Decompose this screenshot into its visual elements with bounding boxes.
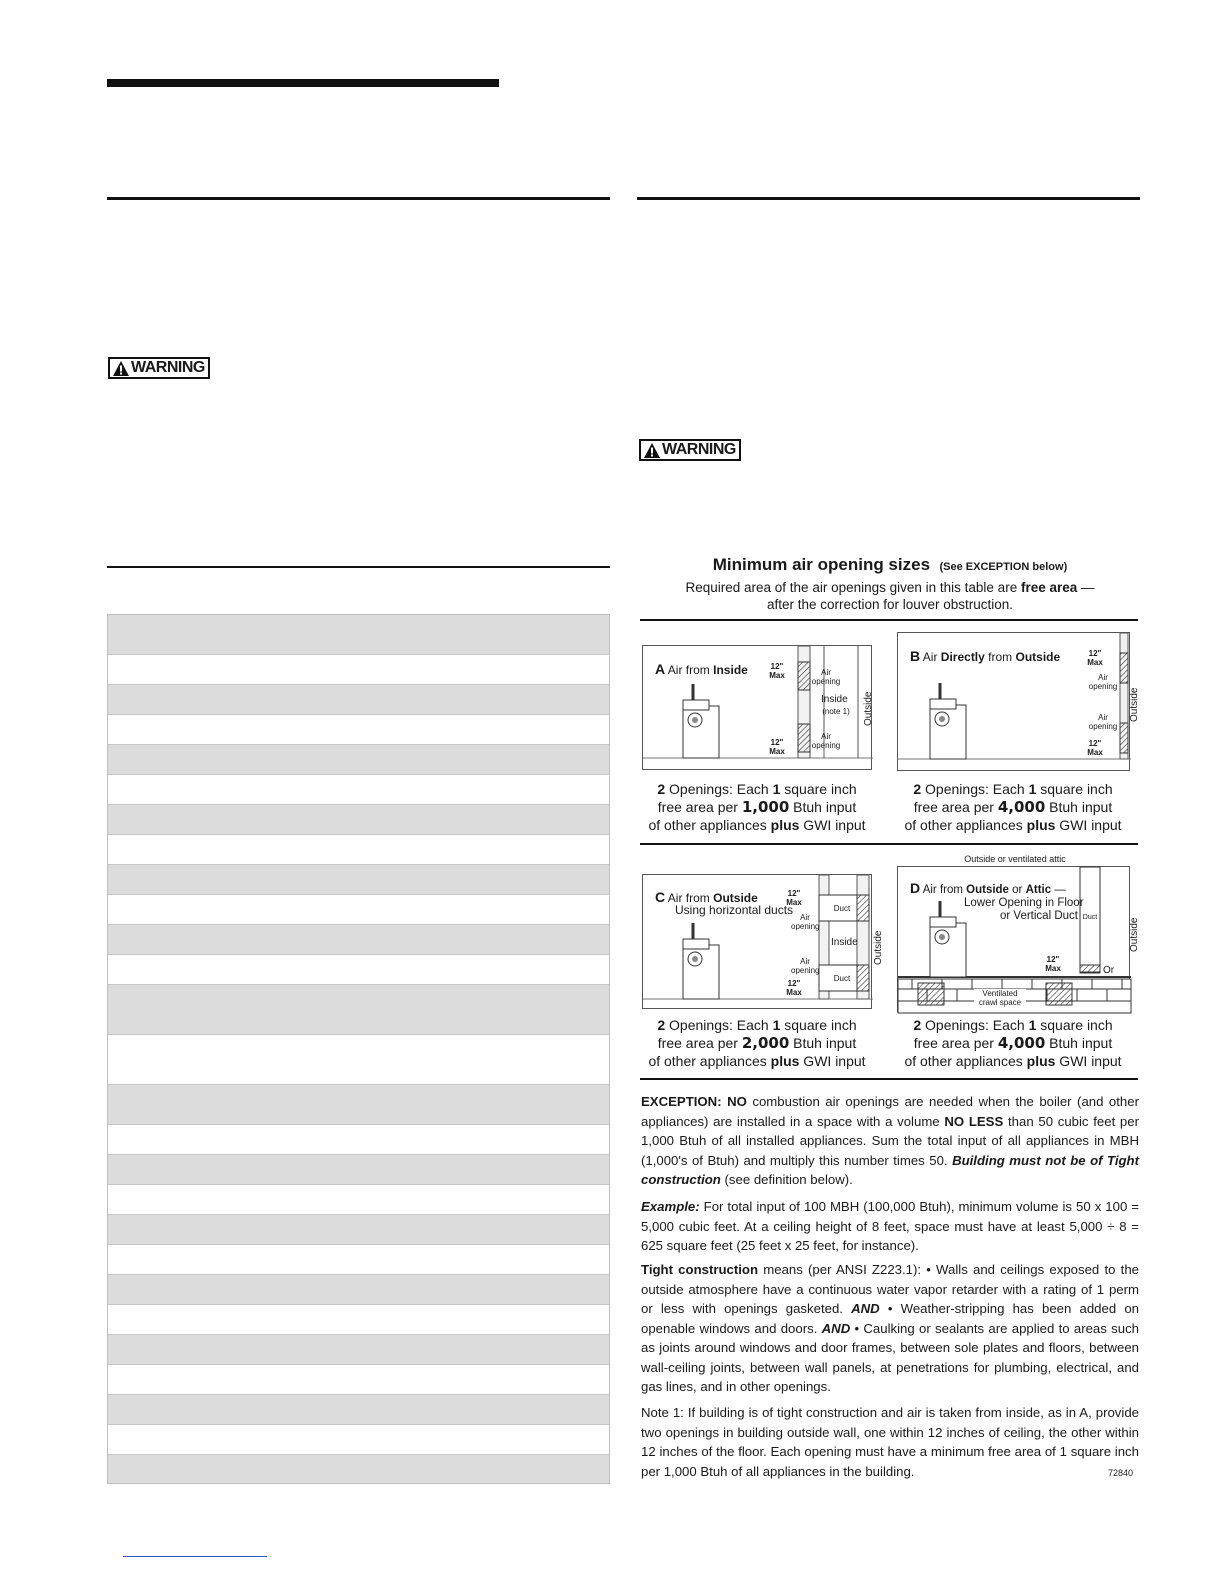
panel-d-caption [893, 1016, 1133, 1070]
section-title-bar [107, 79, 499, 87]
panel-d-heading [910, 882, 1084, 923]
example-lead: Example: [641, 1199, 700, 1214]
panel-c-heading-line2: Using horizontal ducts [675, 903, 794, 917]
caption-text: Openings: Each [665, 1017, 773, 1033]
table-row [108, 895, 609, 925]
table-row [108, 685, 609, 715]
panel-c-heading-bold: Outside [713, 891, 758, 905]
caption-bold: 1 [772, 781, 781, 797]
caption-text: square inch [780, 781, 857, 797]
figure-bottom-rule [640, 1078, 1138, 1080]
exception-paragraph [641, 1092, 1139, 1190]
caption-text: Openings: Each [921, 1017, 1029, 1033]
caption-text: Btuh input [1045, 799, 1113, 815]
table-row [108, 1455, 609, 1483]
example-text: For total input of 100 MBH (100,000 Btuh), minimum volume is 50 x 100 = 5,000 cubic feet. At a ceiling height of 8 feet, space must have at least 5,000 ÷ 8 = 625 square feet (25 feet x 25 feet, for instance). [641, 1199, 1139, 1253]
caption-count: 2 [657, 781, 666, 797]
exception-text: combustion air openings are needed when the boiler (and other appliances) are installed in a space with a volume [641, 1094, 1139, 1129]
warning-label: WARNING [131, 359, 205, 376]
table-row [108, 745, 609, 775]
panel-c-outside: Outside [873, 930, 884, 965]
panel-a-top-max: 12" Max [769, 662, 785, 680]
table-row [108, 775, 609, 805]
panel-c-heading-pre: Air from [667, 891, 714, 905]
table-row [108, 865, 609, 895]
tight-lead: Tight construction [641, 1262, 759, 1277]
min-air-subtitle [640, 579, 1140, 613]
caption-text: GWI input [1055, 1053, 1122, 1069]
panel-d-outside: Outside [1129, 917, 1140, 952]
caption-text: of other appliances [904, 1053, 1027, 1069]
right-column-rule [637, 197, 1140, 200]
caption-text: Btuh input [789, 1035, 857, 1051]
min-air-title-note: (See EXCEPTION below) [939, 561, 1068, 573]
left-column-rule [107, 197, 610, 200]
caption-bold: plus [1026, 817, 1056, 833]
footer-link-line[interactable] [123, 1556, 267, 1557]
table-row [108, 1365, 609, 1395]
exception-lead: EXCEPTION: NO [641, 1094, 747, 1109]
panel-a-bottom-max: 12" Max [769, 738, 785, 756]
caption-value: 2,000 [741, 1034, 790, 1052]
table-row [108, 655, 609, 685]
exception-text: (see definition below). [720, 1172, 853, 1187]
panel-c-inside: Inside [831, 937, 858, 948]
table-row [108, 1085, 609, 1125]
caption-bold: plus [1026, 1053, 1056, 1069]
tight-text: • Weather-stripping has been added on openable windows and doors. [641, 1301, 1139, 1336]
table-row [108, 615, 609, 655]
panel-d-attic-label: Outside or ventilated attic [964, 854, 1066, 864]
caption-text: of other appliances [648, 817, 771, 833]
table-row [108, 1335, 609, 1365]
panel-c-duct-top: Duct [833, 904, 851, 913]
subtitle-dash: — [1077, 580, 1095, 595]
panel-c-caption [637, 1016, 877, 1070]
table-row [108, 1425, 609, 1455]
caption-text: Btuh input [789, 799, 857, 815]
diagram-panel-b [897, 632, 1130, 771]
tight-construction-paragraph [641, 1260, 1139, 1397]
exception-emphasis: Building must not be of Tight construction [641, 1152, 1139, 1187]
panel-b-bottom-max: 12" Max [1087, 739, 1103, 757]
specification-table [107, 614, 610, 1484]
table-row [108, 1035, 609, 1085]
panel-c-duct-bottom: Duct [833, 974, 851, 983]
caption-text: square inch [1036, 1017, 1113, 1033]
subtitle-text: Required area of the air openings given in this table are [685, 580, 1021, 595]
panel-b-heading-bold2: Outside [1015, 650, 1061, 664]
warning-triangle-icon [113, 361, 129, 376]
panel-a-heading-bold: Inside [713, 663, 748, 677]
caption-bold: plus [770, 1053, 800, 1069]
caption-text: of other appliances [648, 1053, 771, 1069]
caption-text: free area per [913, 799, 998, 815]
panel-d-crawl: Ventilated crawl space [974, 989, 1026, 1007]
panel-a-heading [655, 663, 748, 676]
caption-bold: 1 [1028, 1017, 1037, 1033]
caption-count: 2 [913, 1017, 922, 1033]
panel-c-heading [655, 891, 793, 916]
table-row [108, 1155, 609, 1185]
exception-text: than 50 cubic feet per 1,000 Btuh of all installed appliances. Sum the total input of all appliances in MBH (1,000's of Btuh) and multiply this number times 50. [641, 1113, 1139, 1168]
caption-bold: plus [770, 817, 800, 833]
caption-text: GWI input [799, 817, 866, 833]
tight-text: means (per ANSI Z223.1): • Walls and ceilings exposed to the outside atmosphere have a continuous water vapor retarder with a rating of 1 perm or less with openings gasketed. [641, 1262, 1139, 1316]
diagram-panel-c [642, 874, 872, 1009]
panel-d-heading-bold: Outside [966, 884, 1009, 896]
tight-text: • Caulking or sealants are applied to areas such as joints around windows and door frames, between sole plates and floors, between wall-ceiling joints, between wall panels, at penetrations for plumbing, electrical, and gas lines, and in other openings. [641, 1320, 1139, 1394]
diagram-panel-d [897, 866, 1130, 1012]
panel-a-note1: (note 1) [822, 707, 850, 716]
warning-badge-left [108, 357, 210, 379]
table-row [108, 835, 609, 865]
panel-d-or: Or [1103, 965, 1115, 976]
caption-value: 1,000 [741, 798, 790, 816]
panel-b-air-opening-top: Air opening [1088, 673, 1118, 691]
diagram-panel-a [642, 645, 872, 770]
table-row [108, 1185, 609, 1215]
panel-b-heading-mid: from [984, 650, 1016, 664]
panel-b-outside: Outside [1129, 687, 1140, 722]
panel-a-air-opening-top: Air opening [811, 668, 841, 686]
table-row [108, 925, 609, 955]
panel-d-heading-bold2: Attic [1025, 884, 1052, 896]
min-air-title [640, 555, 1140, 575]
caption-text: Btuh input [1045, 1035, 1113, 1051]
caption-text: square inch [1036, 781, 1113, 797]
panel-b-heading [910, 650, 1060, 663]
panel-d-letter: D [910, 880, 921, 896]
panel-c-air-opening-bottom: Air opening [791, 957, 820, 975]
panel-c-bottom-max: 12" Max [786, 979, 802, 997]
panel-c-air-opening-top: Air opening [791, 913, 820, 931]
table-row [108, 1395, 609, 1425]
table-row [108, 985, 609, 1035]
panel-c-letter: C [655, 889, 666, 905]
panel-b-letter: B [910, 648, 921, 664]
caption-text: free area per [657, 799, 742, 815]
table-row [108, 1275, 609, 1305]
figure-number: 72840 [1108, 1468, 1134, 1478]
panel-a-air-opening-bottom: Air opening [811, 732, 841, 750]
table-row [108, 1305, 609, 1335]
panel-d-heading-mid: or [1008, 884, 1026, 896]
caption-bold: 1 [1028, 781, 1037, 797]
panel-b-heading-pre: Air [922, 650, 941, 664]
panel-c-top-max: 12" Max [786, 889, 802, 907]
caption-text: Openings: Each [665, 781, 773, 797]
min-air-title-text: Minimum air opening sizes [712, 555, 931, 574]
panel-d-heading-line2: Lower Opening in Floor [964, 897, 1084, 909]
tight-and: AND [851, 1301, 880, 1316]
caption-text: GWI input [799, 1053, 866, 1069]
table-row [108, 1125, 609, 1155]
caption-text: GWI input [1055, 817, 1122, 833]
caption-count: 2 [657, 1017, 666, 1033]
table-row [108, 955, 609, 985]
caption-text: square inch [780, 1017, 857, 1033]
caption-count: 2 [913, 781, 922, 797]
caption-text: free area per [657, 1035, 742, 1051]
figure-mid-rule [640, 843, 1138, 845]
panel-d-heading-post: — [1051, 884, 1066, 896]
caption-text: free area per [913, 1035, 998, 1051]
subtitle-line2: after the correction for louver obstruction. [766, 597, 1014, 612]
warning-label: WARNING [662, 441, 736, 458]
warning-badge-right [639, 439, 741, 461]
table-row [108, 805, 609, 835]
table-row [108, 715, 609, 745]
panel-d-duct: Duct [1082, 914, 1098, 921]
table-heading-rule [107, 566, 610, 568]
subtitle-bold: free area [1020, 580, 1078, 595]
caption-value: 4,000 [997, 798, 1046, 816]
panel-d-heading-line3: or Vertical Duct [1000, 910, 1078, 922]
panel-a-letter: A [655, 661, 666, 677]
caption-text: of other appliances [904, 817, 1027, 833]
caption-value: 4,000 [997, 1034, 1046, 1052]
panel-a-heading-pre: Air from [667, 663, 714, 677]
panel-b-top-max: 12" Max [1087, 649, 1103, 667]
panel-b-air-opening-bottom: Air opening [1088, 713, 1118, 731]
tight-and: AND [821, 1320, 851, 1336]
caption-text: Openings: Each [921, 781, 1029, 797]
table-row [108, 1215, 609, 1245]
panel-d-max: 12" Max [1045, 955, 1061, 973]
table-row [108, 1245, 609, 1275]
panel-a-outside: Outside [863, 691, 874, 726]
panel-a-caption [637, 780, 877, 834]
panel-b-heading-bold: Directly [940, 650, 985, 664]
panel-a-inside: Inside [821, 694, 848, 705]
figure-top-rule [640, 619, 1138, 621]
warning-triangle-icon [644, 443, 660, 458]
exception-bold: NO LESS [944, 1113, 1004, 1129]
example-paragraph [641, 1197, 1139, 1256]
note1-paragraph: Note 1: If building is of tight construction and air is taken from inside, as in A, provide two openings in building outside wall, one within 12 inches of ceiling, the other within 12 inches of the floor. Each opening must have a minimum free area of 1 square inch per 1,000 Btuh of all appliances in the building. [641, 1405, 1139, 1479]
caption-bold: 1 [772, 1017, 781, 1033]
panel-d-heading-pre: Air from [922, 884, 967, 896]
panel-b-caption [893, 780, 1133, 834]
